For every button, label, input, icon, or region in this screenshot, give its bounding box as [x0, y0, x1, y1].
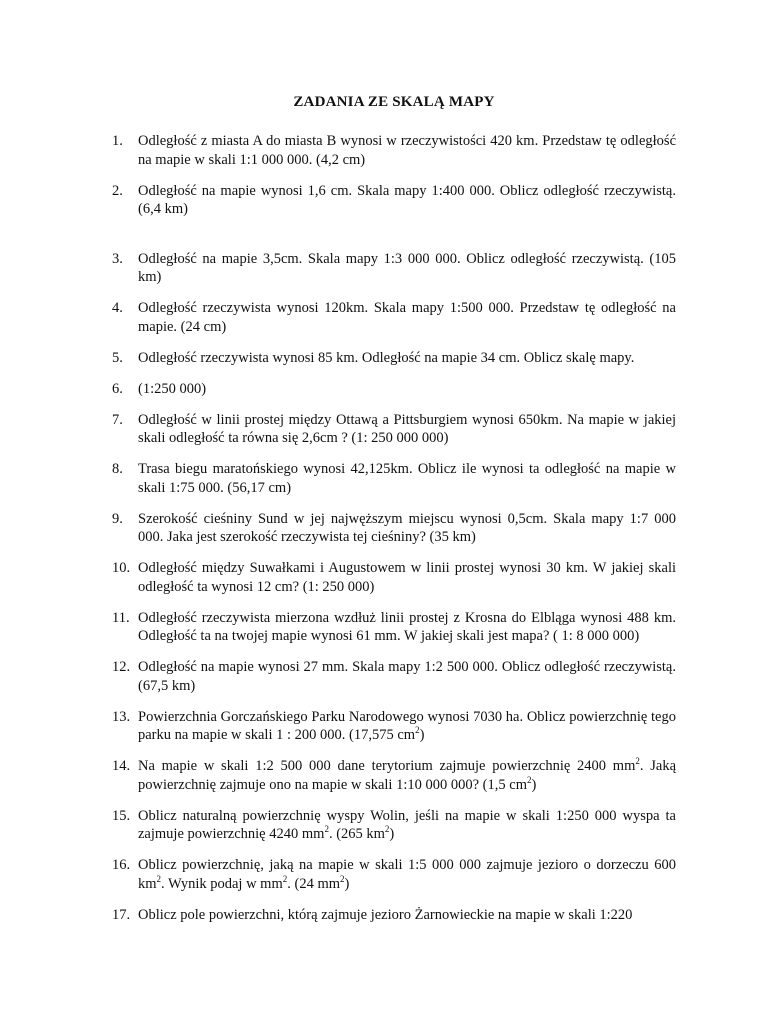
task-text: Odległość na mapie wynosi 27 mm. Skala mapy 1:2 500 000. Oblicz odległość rzeczywistą. (67,5 km): [138, 659, 676, 694]
superscript: 2: [384, 824, 390, 835]
task-number: 11.: [112, 609, 130, 626]
task-number: 5.: [112, 349, 123, 366]
task-item-8: [112, 460, 676, 497]
task-text: Odległość rzeczywista wynosi 85 km. Odległość na mapie 34 cm. Oblicz skalę mapy.: [138, 349, 635, 366]
task-text-part: Powierzchnia Gorczańskiego Parku Narodowego wynosi 7030 ha. Oblicz powierzchnię tego parku na mapie w skali 1 : 200 000. (17,575 cm: [138, 708, 676, 743]
superscript: 2: [324, 824, 329, 835]
task-text-part: Na mapie w skali 1:2 500 000 dane terytorium zajmuje powierzchnię 2400 mm: [138, 758, 636, 774]
task-text: Odległość z miasta A do miasta B wynosi w rzeczywistości 420 km. Przedstaw tę odległość na mapie w skali 1:1 000 000. (4,2 cm): [138, 133, 676, 168]
task-number: 9.: [112, 510, 123, 527]
superscript: 2: [156, 873, 162, 884]
task-list: [112, 132, 676, 924]
task-text-part: ): [344, 875, 350, 892]
task-number: 14.: [112, 758, 131, 774]
task-text: Oblicz pole powierzchni, którą zajmuje jezioro Żarnowieckie na mapie w skali 1:220: [138, 906, 633, 923]
task-text: [138, 856, 676, 893]
task-item-3: [112, 250, 676, 287]
task-text: Odległość na mapie wynosi 1,6 cm. Skala mapy 1:400 000. Oblicz odległość rzeczywistą. (6,4 km): [138, 182, 676, 217]
task-text: Odległość rzeczywista mierzona wzdłuż linii prostej z Krosna do Elbląga wynosi 488 km. Odległość ta na twojej mapie wynosi 61 mm. W jakiej skali jest mapa? ( 1: 8 000 000): [138, 609, 676, 644]
superscript: 2: [635, 756, 640, 767]
task-number: 12.: [112, 659, 131, 675]
task-item-4: [112, 299, 676, 336]
task-number: 7.: [112, 411, 123, 428]
task-number: 13.: [112, 708, 131, 725]
task-item-17: [112, 906, 676, 925]
task-text-part: . Wynik podaj w mm: [161, 875, 283, 892]
task-number: 6.: [112, 380, 123, 397]
task-text-part: . (24 mm: [287, 875, 340, 892]
task-item-6: [112, 380, 676, 399]
task-item-7: [112, 411, 676, 448]
task-item-14: [112, 757, 676, 794]
task-item-11: [112, 609, 676, 646]
task-text-part: ): [389, 826, 395, 842]
task-number: 15.: [112, 807, 131, 824]
task-number: 3.: [112, 250, 123, 267]
task-text: Trasa biegu maratońskiego wynosi 42,125km. Oblicz ile wynosi ta odległość na mapie w skali 1:75 000. (56,17 cm): [138, 461, 676, 496]
task-text: Odległość na mapie 3,5cm. Skala mapy 1:3 000 000. Oblicz odległość rzeczywistą. (105 km): [138, 250, 676, 285]
task-text: (1:250 000): [138, 380, 207, 397]
task-item-16: [112, 856, 676, 893]
task-item-5: [112, 349, 676, 368]
task-item-13: [112, 708, 676, 745]
task-text-part: Oblicz naturalną powierzchnię wyspy Wolin, jeśli na mapie w skali 1:250 000 wyspa ta zajmuje powierzchnię 4240 mm: [138, 807, 676, 842]
task-number: 10.: [112, 560, 131, 576]
task-text: Odległość między Suwałkami i Augustowem w linii prostej wynosi 30 km. W jakiej skali odległość ta wynosi 12 cm? (1: 250 000): [138, 560, 676, 595]
superscript: 2: [415, 725, 420, 736]
task-number: 4.: [112, 300, 123, 316]
task-item-12: [112, 658, 676, 695]
task-text-part: ): [419, 727, 425, 743]
task-number: 2.: [112, 182, 123, 199]
task-item-2: [112, 182, 676, 219]
task-item-9: [112, 510, 676, 547]
task-item-15: [112, 807, 676, 844]
task-text: [138, 708, 676, 745]
superscript: 2: [340, 873, 345, 884]
task-number: 8.: [112, 461, 123, 477]
task-number: 16.: [112, 857, 131, 873]
task-text: Odległość rzeczywista wynosi 120km. Skala mapy 1:500 000. Przedstaw tę odległość na mapie. (24 cm): [138, 300, 676, 335]
task-text: [138, 807, 676, 844]
task-number: 1.: [112, 133, 123, 149]
task-item-1: [112, 132, 676, 169]
page-title: ZADANIA ZE SKALĄ MAPY: [293, 94, 495, 110]
superscript: 2: [282, 873, 288, 884]
task-number: 17.: [112, 906, 131, 923]
task-item-10: [112, 559, 676, 596]
task-text-part: Oblicz powierzchnię, jaką na mapie w skali 1:5 000 000 zajmuje jezioro o dorzeczu 600 km: [138, 857, 676, 892]
task-text: [138, 757, 676, 794]
task-text-part: . (265 km: [328, 826, 385, 842]
task-text-part: . Jaką powierzchnię zajmuje ono na mapie w skali 1:10 000 000? (1,5 cm: [138, 758, 676, 793]
superscript: 2: [526, 774, 532, 785]
task-text: Odległość w linii prostej między Ottawą a Pittsburgiem wynosi 650km. Na mapie w jakiej skali odległość ta równa się 2,6cm ? (1: 250 000 000): [138, 411, 676, 446]
task-text: Szerokość cieśniny Sund w jej najwęższym miejscu wynosi 0,5cm. Skala mapy 1:7 000 000. Jaka jest szerokość rzeczywista tej cieśniny? (35 km): [138, 510, 676, 545]
task-text-part: ): [531, 776, 537, 793]
